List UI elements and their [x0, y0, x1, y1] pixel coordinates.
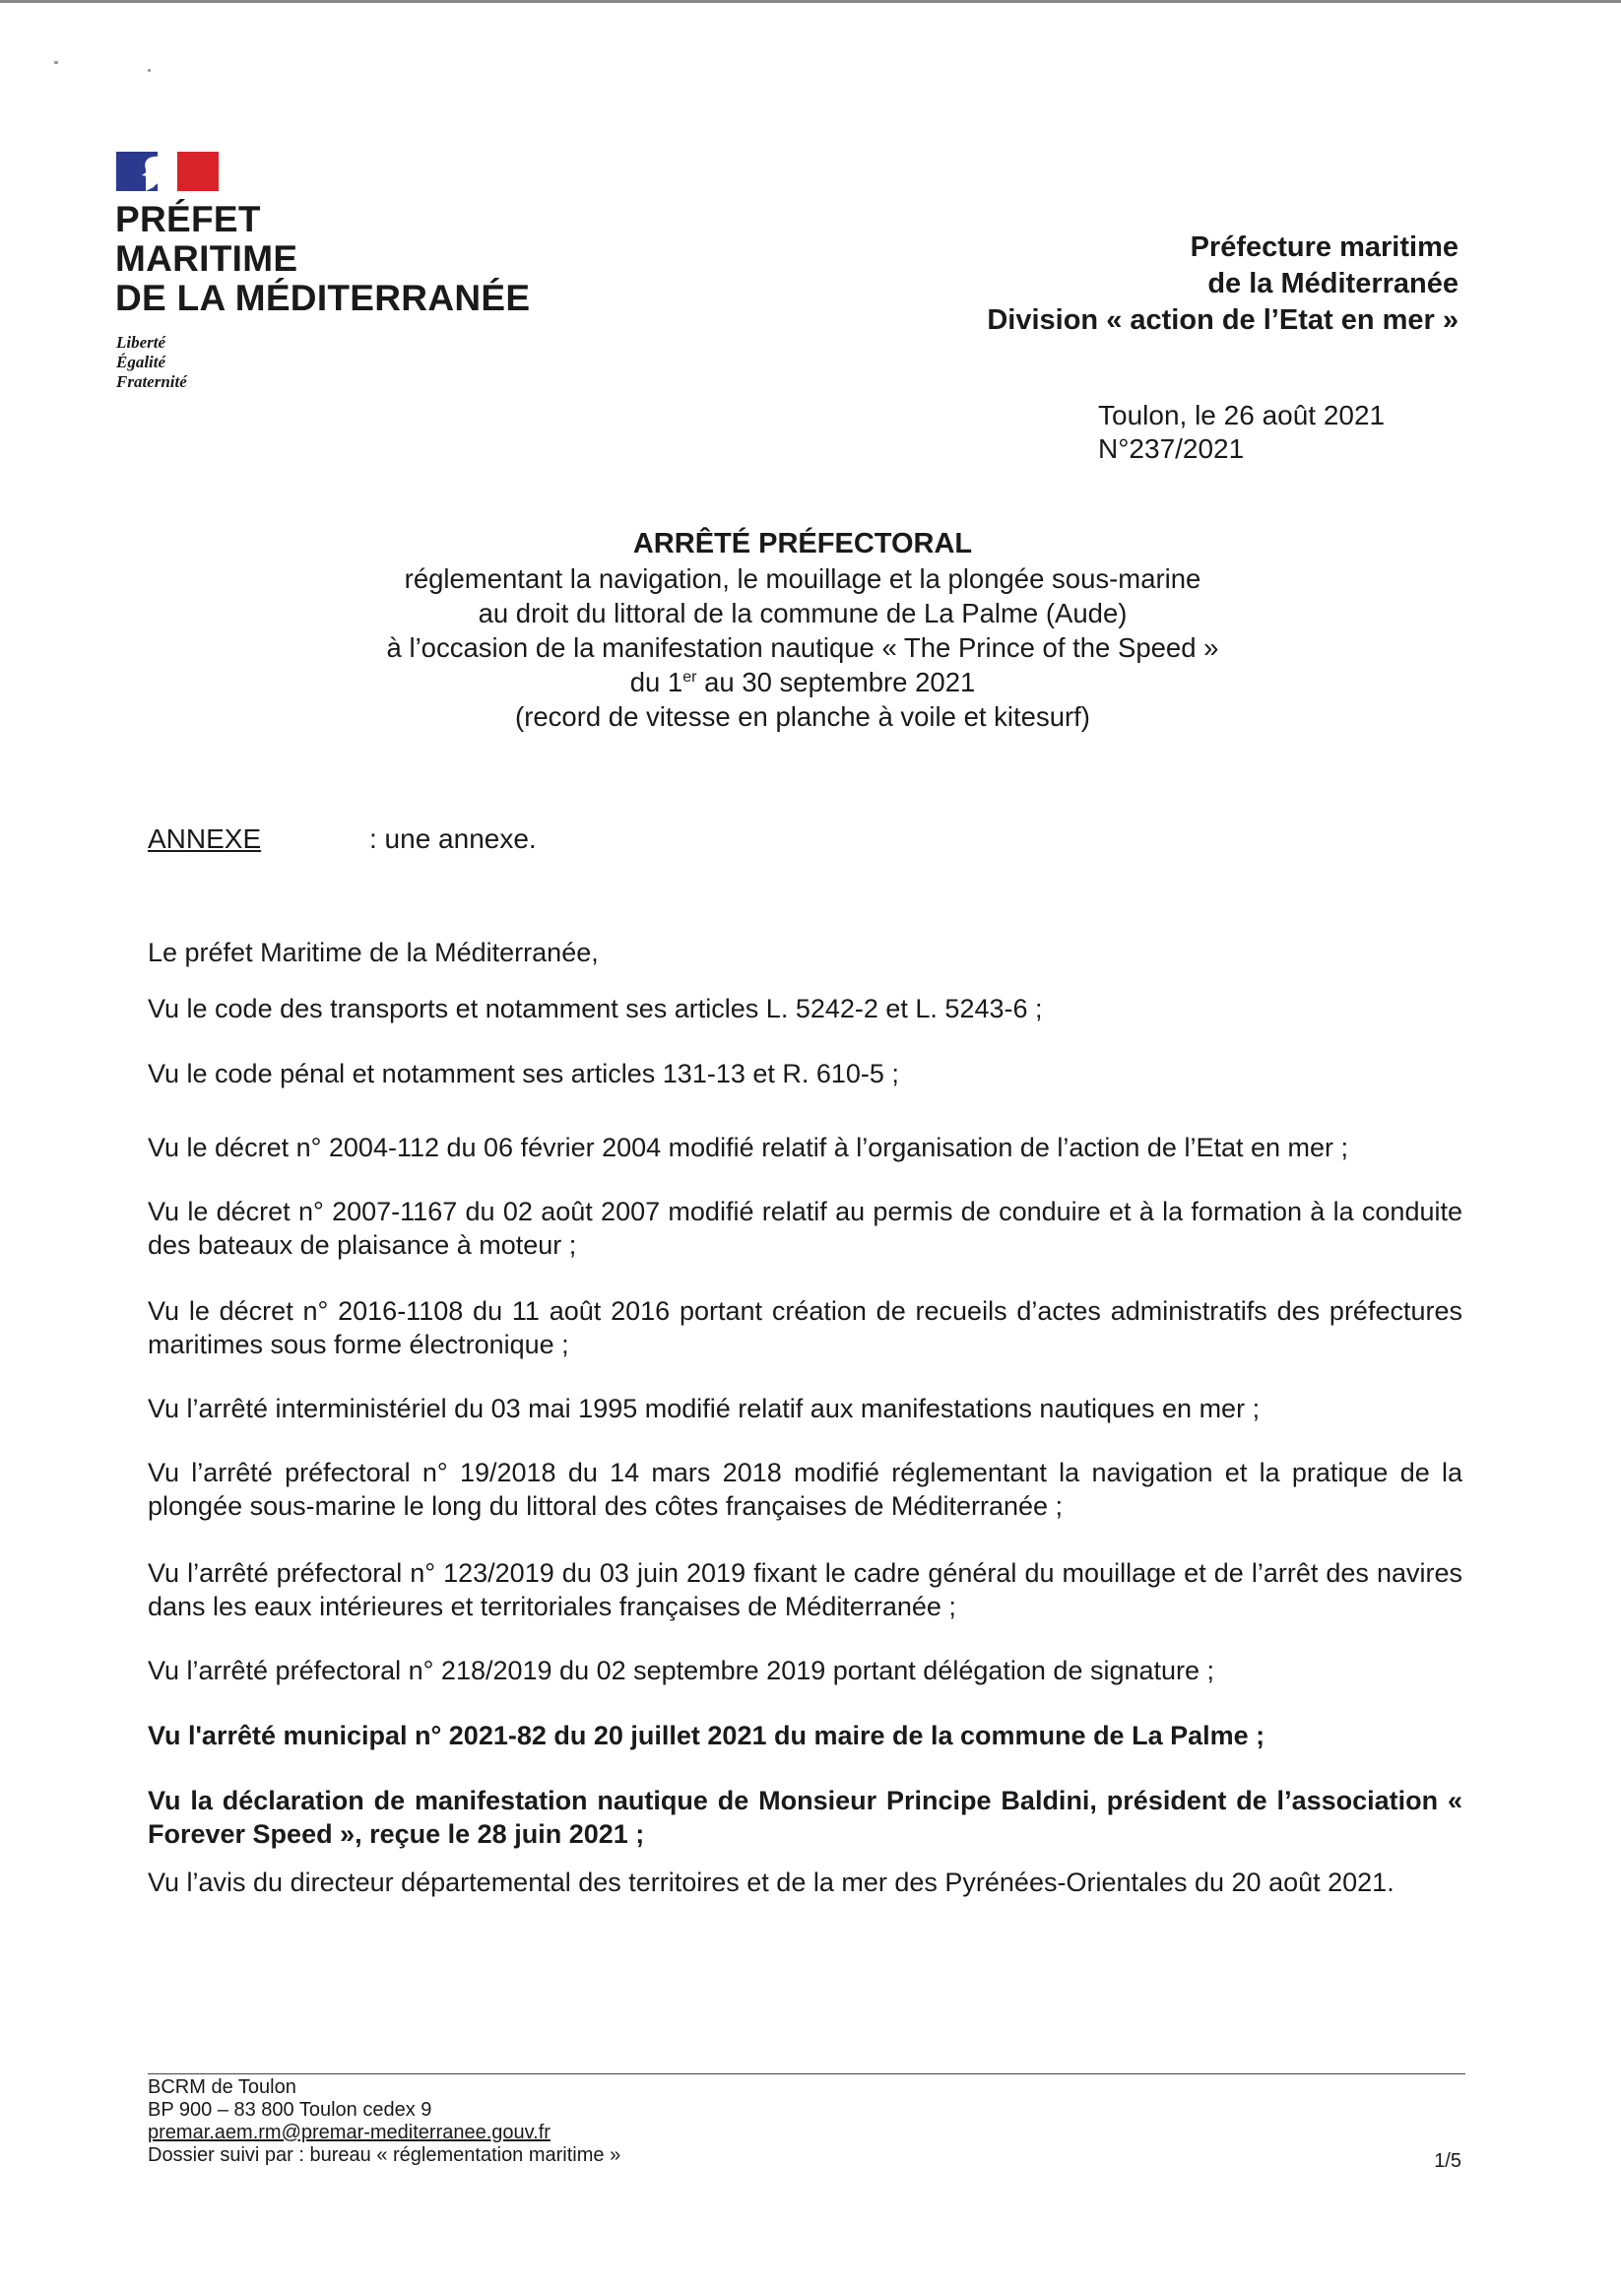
motto-line: Fraternité: [116, 372, 187, 391]
footer-address: [148, 2076, 620, 2167]
issuing-service: [987, 230, 1459, 339]
service-line: de la Méditerranée: [1207, 268, 1459, 299]
org-name-line: MARITIME: [115, 238, 298, 279]
motto-line: Liberté: [116, 333, 166, 352]
footer-line: BCRM de Toulon: [148, 2076, 296, 2098]
considerant-paragraph: Vu l'arrêté municipal n° 2021-82 du 20 juillet 2021 du maire de la commune de La Palme ;: [148, 1721, 1265, 1750]
intro-paragraph: Le préfet Maritime de la Méditerranée,: [148, 938, 599, 967]
scan-speck: [148, 69, 151, 72]
considerant-paragraph: Vu l’arrêté interministériel du 03 mai 1995 modifié relatif aux manifestations nautiques en mer ;: [148, 1394, 1261, 1423]
republic-motto: [116, 333, 187, 392]
marianne-flag-icon: [116, 152, 219, 191]
considerant-paragraph: Vu le décret n° 2004-112 du 06 février 2004 modifié relatif à l’organisation de l’action de l’Etat en mer ;: [148, 1133, 1349, 1162]
title-line: au droit du littoral de la commune de La Palme (Aude): [478, 598, 1128, 628]
considerant-paragraph: Vu le code pénal et notamment ses articles 131-13 et R. 610-5 ;: [148, 1059, 899, 1088]
annexe-label: ANNEXE: [148, 823, 262, 854]
title-line: (record de vitesse en planche à voile et kitesurf): [515, 701, 1090, 732]
considerant-paragraph: Vu la déclaration de manifestation nautique de Monsieur Principe Baldini, président de l’association « Forever Speed », reçue le 28 juin 2021 ;: [148, 1786, 1462, 1849]
considerant-paragraph: Vu le code des transports et notamment ses articles L. 5242-2 et L. 5243-6 ;: [148, 994, 1043, 1023]
org-name-line: DE LA MÉDITERRANÉE: [115, 278, 531, 318]
document-title: [0, 527, 1605, 734]
title-heading: ARRÊTÉ PRÉFECTORAL: [632, 528, 973, 559]
place-date: Toulon, le 26 août 2021: [1098, 400, 1386, 430]
reference-number: N°237/2021: [1098, 433, 1245, 464]
considerant-paragraph: Vu l’arrêté préfectoral n° 19/2018 du 14 mars 2018 modifié réglementant la navigation et la pratique de la plongée sous-marine le long du littoral des côtes françaises de Méditerranée ;: [148, 1458, 1462, 1521]
title-dates: du 1er au 30 septembre 2021: [629, 667, 976, 697]
org-name-line: PRÉFET: [115, 199, 261, 239]
prefet-name: [115, 200, 530, 318]
considerant-paragraph: Vu l’avis du directeur départemental des territoires et de la mer des Pyrénées-Orientales du 20 août 2021.: [148, 1868, 1394, 1897]
footer-line: BP 900 – 83 800 Toulon cedex 9: [148, 2099, 432, 2121]
title-line: réglementant la navigation, le mouillage et la plongée sous-marine: [404, 563, 1201, 594]
footer-divider: [148, 2073, 1465, 2074]
annexe-text: : une annexe.: [369, 823, 537, 854]
footer-line: Dossier suivi par : bureau « réglementation maritime »: [148, 2144, 621, 2166]
service-line: Préfecture maritime: [1190, 231, 1459, 263]
contact-email-link[interactable]: premar.aem.rm@premar-mediterranee.gouv.fr: [148, 2122, 551, 2143]
considerant-paragraph: Vu le décret n° 2007-1167 du 02 août 2007 modifié relatif au permis de conduire et à la formation à la conduite des bateaux de plaisance à moteur ;: [148, 1197, 1462, 1260]
place-date-block: [1098, 399, 1385, 466]
considerant-paragraph: Vu l’arrêté préfectoral n° 218/2019 du 02 septembre 2019 portant délégation de signature ;: [148, 1656, 1215, 1685]
motto-line: Égalité: [116, 353, 166, 371]
scan-edge: [0, 0, 1621, 3]
service-line: Division « action de l’Etat en mer »: [987, 304, 1459, 336]
considerant-paragraph: Vu le décret n° 2016-1108 du 11 août 2016 portant création de recueils d’actes administratifs des préfectures maritimes sous forme électronique ;: [148, 1296, 1462, 1359]
title-line: à l’occasion de la manifestation nautique « The Prince of the Speed »: [386, 632, 1219, 663]
annexe-line: [148, 823, 537, 855]
considerant-paragraph: Vu l’arrêté préfectoral n° 123/2019 du 03 juin 2019 fixant le cadre général du mouillage et de l’arrêt des navires dans les eaux intérieures et territoriales françaises de Méditerranée ;: [148, 1558, 1462, 1621]
scan-speck: [54, 61, 58, 64]
page-number: 1/5: [1434, 2150, 1461, 2172]
